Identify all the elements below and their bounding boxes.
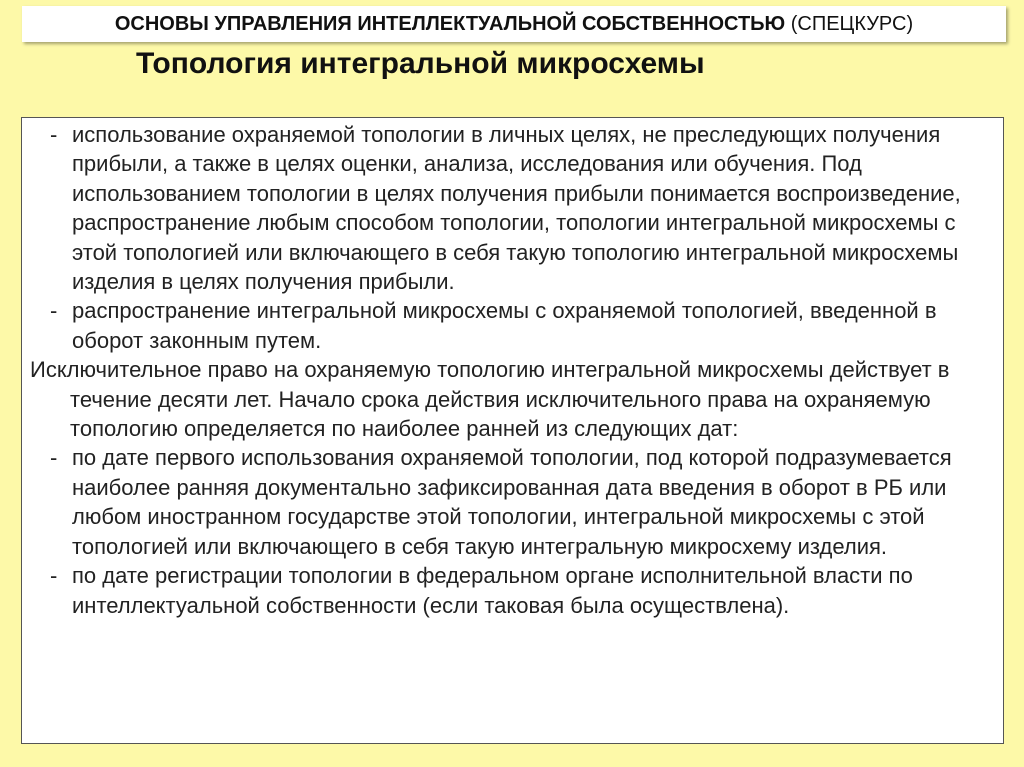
list-item: [30, 561, 999, 620]
slide-title: Топология интегральной микросхемы: [136, 47, 705, 80]
dash-marker: -: [50, 122, 58, 147]
course-title-bold: ОСНОВЫ УПРАВЛЕНИЯ ИНТЕЛЛЕКТУАЛЬНОЙ СОБСТВЕННОСТЬЮ: [114, 12, 786, 35]
item-text: использование охраняемой топологии в личных целях, не преследующих получения прибыли, а также в целях оценки, анализа, исследования или обучения. Под использованием топологии в целях получения прибыли понимается воспроизведение, распространение любым способом топологии, топологии интегральной микросхемы с этой топологией или включающего в себя такую топологию интегральной микросхемы изделия в целях получения прибыли.: [72, 122, 961, 295]
course-header: [22, 6, 1006, 42]
dash-marker: -: [50, 445, 58, 471]
item-text: по дате регистрации топологии в федеральном органе исполнительной власти по интеллектуальной собственности (если таковая была осуществлена).: [72, 563, 913, 618]
item-text: распространение интегральной микросхемы с охраняемой топологией, введенной в оборот законным путем.: [72, 298, 937, 353]
list-item: [30, 443, 999, 561]
course-title-suffix: (СПЕЦКУРС): [790, 12, 914, 35]
item-text: по дате первого использования охраняемой топологии, под которой подразумевается наиболее ранняя документально зафиксированная дата введения в оборот в РБ или любом иностранном государстве этой топологии, интегральной микросхемы с этой топологией или включающего в себя такую интегральную микросхему изделия.: [72, 445, 952, 559]
exclusive-right-paragraph: Исключительное право на охраняемую топологию интегральной микросхемы действует в течение десяти лет. Начало срока действия исключительного права на охраняемую топологию определяется по наиболее ранней из следующих дат:: [30, 357, 950, 442]
list-item: [30, 296, 999, 355]
dash-marker: -: [50, 563, 58, 589]
list-item: [30, 120, 999, 296]
course-title: [115, 13, 913, 36]
content-box: [21, 117, 1004, 744]
dash-marker: -: [50, 298, 58, 324]
content-body: [30, 120, 999, 620]
